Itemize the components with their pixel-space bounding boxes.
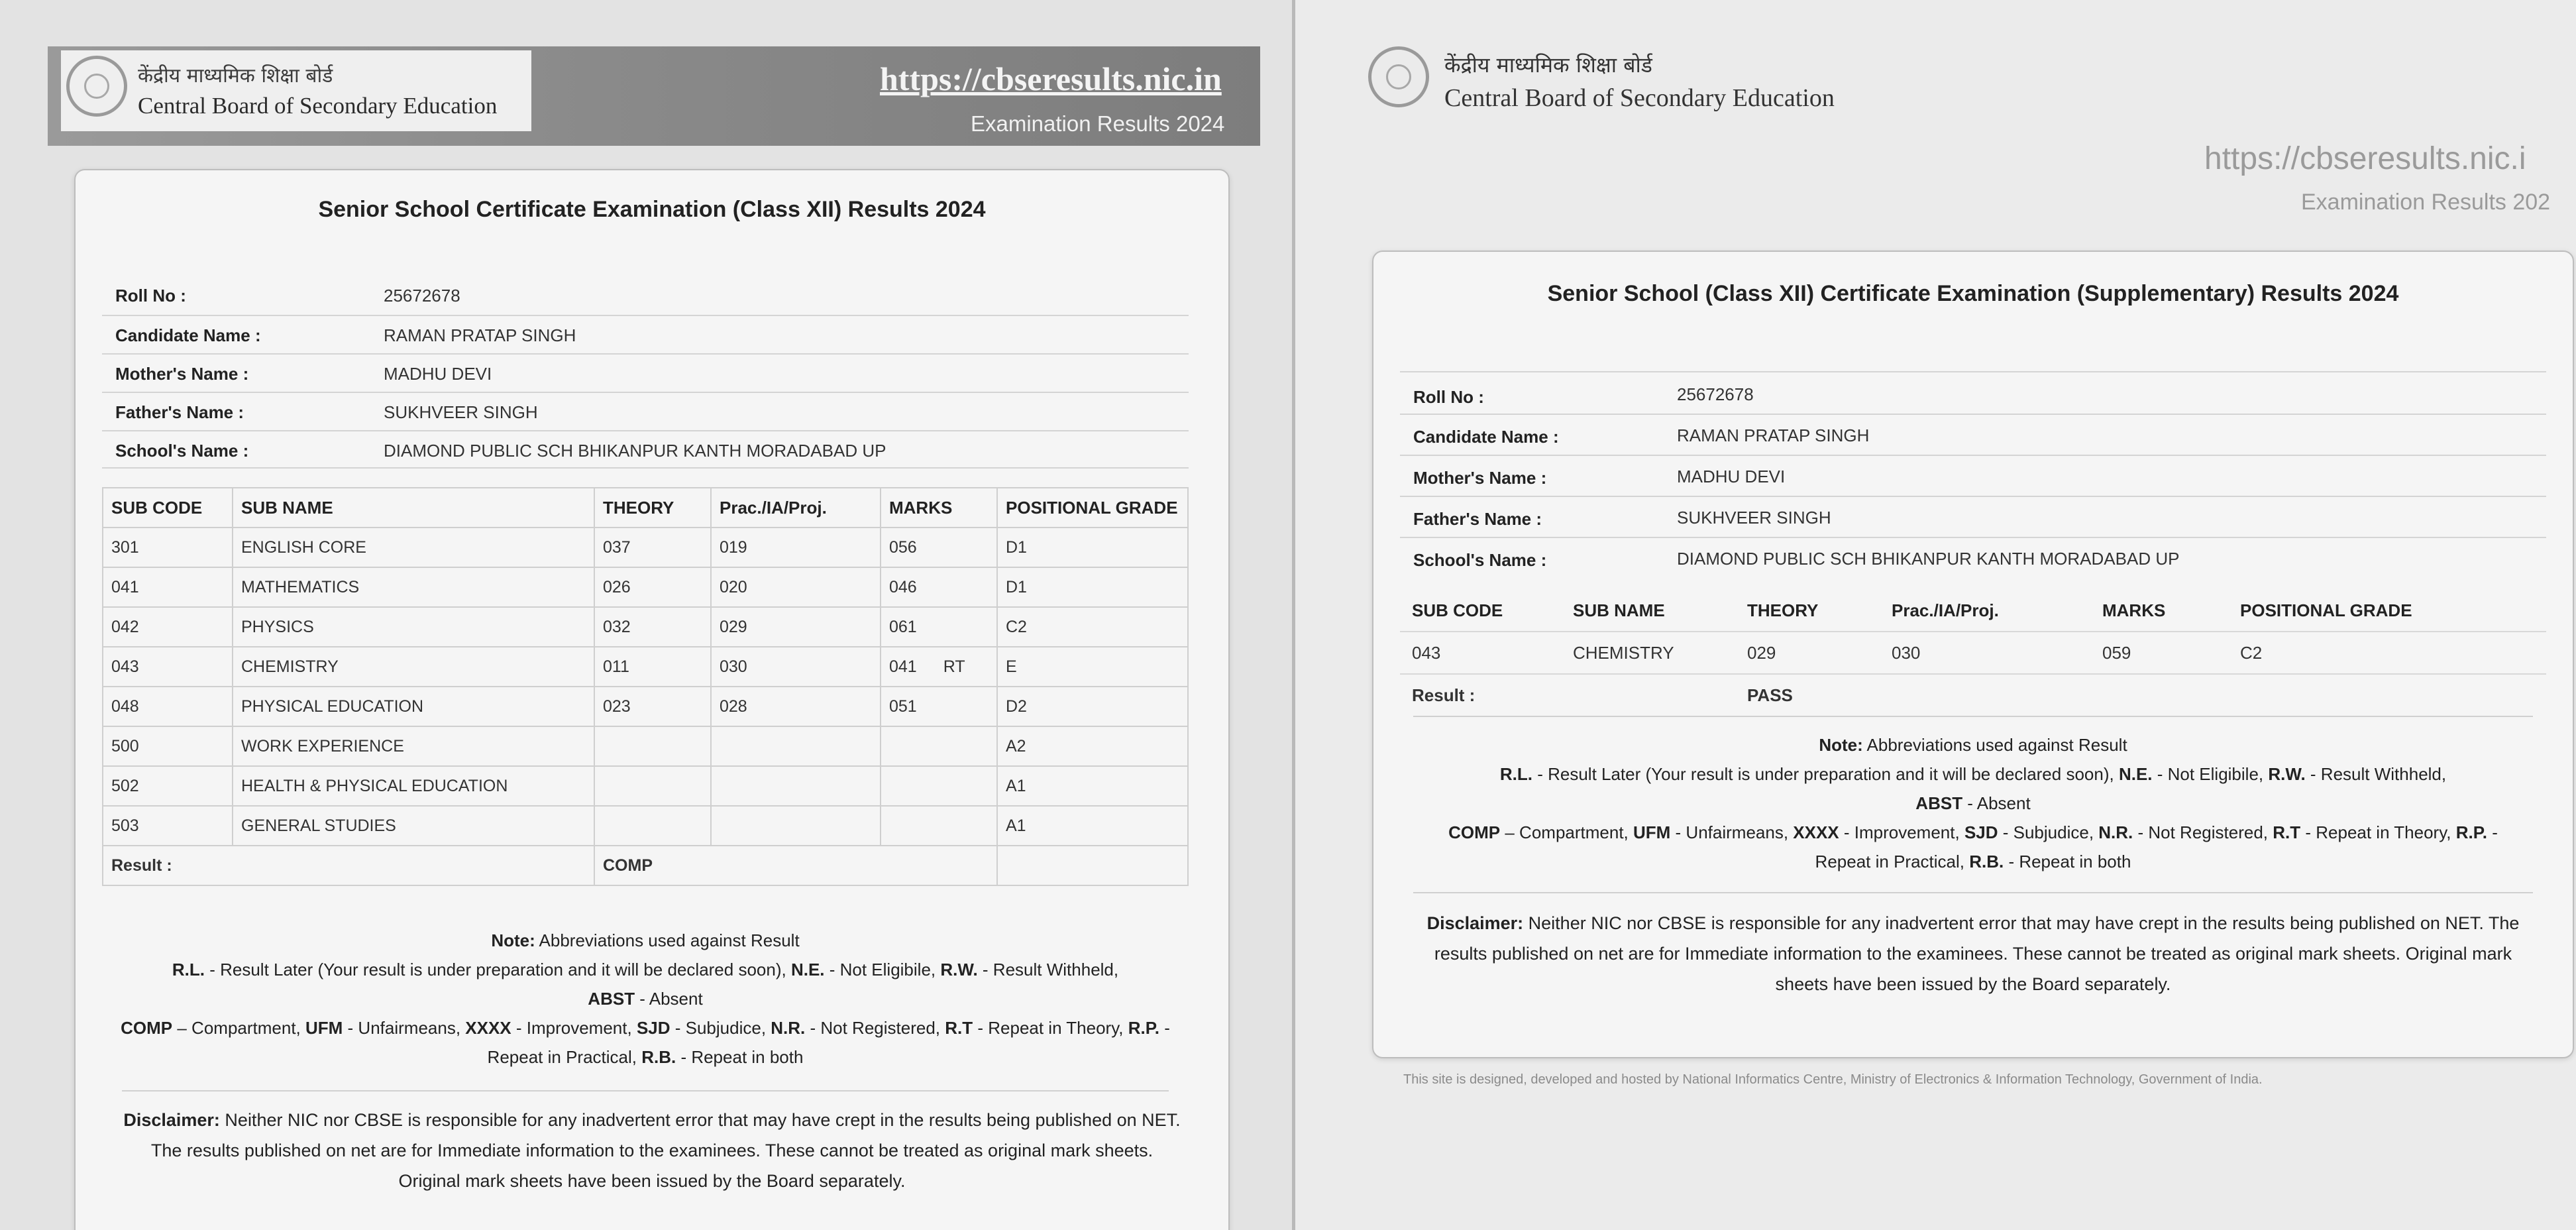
candidate-label: Candidate Name : [115, 325, 261, 345]
abbr-rw-text: - Result Withheld, [2305, 764, 2447, 784]
disclaimer [1413, 908, 2533, 999]
abbr-rt-text: - Repeat in Theory, [973, 1018, 1128, 1038]
sub-code-cell: 043 [1400, 632, 1561, 674]
results-url-link[interactable]: https://cbseresults.nic.in [880, 60, 1222, 97]
school-value: DIAMOND PUBLIC SCH BHIKANPUR KANTH MORADABAD UP [1677, 549, 2180, 569]
grade-cell: A1 [997, 766, 1188, 806]
marks-table [1400, 590, 2546, 716]
abbr-rp: R.P. [2455, 822, 2487, 842]
father-label: Father's Name : [1413, 509, 1542, 529]
abbr-comp: COMP [1448, 822, 1501, 842]
table-row [103, 806, 1188, 846]
mother-row [102, 353, 1189, 392]
marks-cell [881, 607, 997, 647]
abbr-rp-text: - Repeat in Practical, [487, 1018, 1170, 1067]
prac-cell [711, 766, 881, 806]
prac-cell: 019 [711, 528, 881, 567]
grade-cell: D1 [997, 567, 1188, 607]
roll-value: 25672678 [384, 286, 460, 306]
mother-value: MADHU DEVI [1677, 467, 1786, 486]
note-heading: Note: [1819, 735, 1863, 755]
grade-cell: D1 [997, 528, 1188, 567]
table-row [103, 766, 1188, 806]
marks-table [102, 487, 1189, 886]
abbr-rw-text: - Result Withheld, [977, 960, 1119, 979]
result-value: COMP [594, 846, 997, 885]
note-heading: Note: [491, 930, 535, 950]
table-row [103, 528, 1188, 567]
board-name-english: Central Board of Secondary Education [1444, 84, 1835, 112]
marks-value: 061 [889, 617, 917, 636]
abbr-rl: R.L. [172, 960, 205, 979]
divider [122, 1090, 1169, 1091]
grade-cell: A2 [997, 726, 1188, 766]
sub-name-cell: ENGLISH CORE [233, 528, 594, 567]
prac-cell: 020 [711, 567, 881, 607]
roll-row [1400, 371, 2546, 412]
abbreviation-note [102, 926, 1189, 1072]
marks-cell [881, 647, 997, 687]
abbr-rb: R.B. [1969, 852, 2004, 871]
marks-value: 041 [889, 657, 917, 676]
abbr-xxxx: XXXX [1793, 822, 1839, 842]
father-row [1400, 496, 2546, 537]
theory-cell: 023 [594, 687, 711, 726]
sub-code-cell: 041 [103, 567, 233, 607]
prac-cell [711, 806, 881, 846]
candidate-value: RAMAN PRATAP SINGH [384, 325, 576, 345]
right-result-sheet [1295, 0, 2576, 1230]
site-footer: This site is designed, developed and hosted by National Informatics Centre, Ministry of Electronics & Information Technology, Government of India. [1403, 1072, 2263, 1087]
roll-row [102, 276, 1189, 315]
note-heading-text: Abbreviations used against Result [535, 930, 800, 950]
grade-cell: D2 [997, 687, 1188, 726]
results-url-link[interactable]: https://cbseresults.nic.i [2204, 141, 2526, 176]
abbr-rp: R.P. [1128, 1018, 1159, 1038]
marks-cell [881, 726, 997, 766]
cbse-emblem-icon [66, 56, 127, 117]
abbreviation-note [1420, 730, 2526, 876]
table-row [103, 687, 1188, 726]
sub-name-cell: WORK EXPERIENCE [233, 726, 594, 766]
abbr-ne: N.E. [790, 960, 825, 979]
theory-cell: 026 [594, 567, 711, 607]
table-row [1400, 632, 2546, 674]
marks-value: 056 [889, 537, 917, 557]
panel-title: Senior School (Class XII) Certificate Examination (Supplementary) Results 2024 [1547, 281, 2399, 306]
prac-cell [711, 726, 881, 766]
note-heading-line [102, 926, 1189, 955]
sub-name-cell: GENERAL STUDIES [233, 806, 594, 846]
sub-code-cell: 502 [103, 766, 233, 806]
result-label: Result : [1412, 685, 1476, 705]
marks-cell [881, 806, 997, 846]
exam-results-label: Examination Results 2024 [971, 111, 1225, 136]
note-line-3 [1420, 818, 2526, 876]
sub-name-cell: MATHEMATICS [233, 567, 594, 607]
marks-flag: RT [943, 657, 965, 676]
abbr-nr: N.R. [771, 1018, 806, 1038]
mother-label: Mother's Name : [115, 364, 249, 384]
disclaimer-label: Disclaimer: [123, 1110, 220, 1130]
father-value: SUKHVEER SINGH [1677, 508, 1831, 528]
marks-table-header [1400, 590, 2546, 632]
school-label: School's Name : [1413, 550, 1547, 570]
abbr-rt: R.T [945, 1018, 973, 1038]
abbr-ne-text: - Not Eligibile, [2152, 764, 2269, 784]
prac-cell: 029 [711, 607, 881, 647]
sub-name-cell: CHEMISTRY [233, 647, 594, 687]
roll-label: Roll No : [115, 286, 186, 306]
table-row [103, 726, 1188, 766]
abbr-nr-text: - Not Registered, [2133, 822, 2273, 842]
abbr-ne-text: - Not Eligibile, [824, 960, 941, 979]
father-label: Father's Name : [115, 402, 244, 422]
theory-cell: 029 [1735, 632, 1880, 674]
note-line-2 [102, 984, 1189, 1013]
candidate-value: RAMAN PRATAP SINGH [1677, 425, 1870, 445]
theory-cell: 011 [594, 647, 711, 687]
abbr-ufm-text: - Unfairmeans, [343, 1018, 466, 1038]
school-value: DIAMOND PUBLIC SCH BHIKANPUR KANTH MORADABAD UP [384, 441, 886, 461]
abbr-rt-text: - Repeat in Theory, [2300, 822, 2456, 842]
disclaimer-text: Neither NIC nor CBSE is responsible for any inadvertent error that may have crept in the results being published on NET. The results published on net are for Immediate information to the examinees. These cannot be treated as original mark sheets. Original mark sheets have been issued by the Board separately. [1434, 913, 2520, 994]
marks-cell [881, 766, 997, 806]
candidate-label: Candidate Name : [1413, 427, 1559, 447]
abbr-rl: R.L. [1499, 764, 1532, 784]
sub-code-cell: 301 [103, 528, 233, 567]
result-panel [1372, 251, 2574, 1058]
sub-name-cell: PHYSICAL EDUCATION [233, 687, 594, 726]
marks-cell: 059 [2090, 632, 2228, 674]
disclaimer-label: Disclaimer: [1426, 913, 1524, 933]
sub-code-cell: 500 [103, 726, 233, 766]
candidate-row [102, 315, 1189, 353]
sub-name-cell: PHYSICS [233, 607, 594, 647]
theory-cell [594, 726, 711, 766]
abbr-nr-text: - Not Registered, [805, 1018, 945, 1038]
mother-label: Mother's Name : [1413, 468, 1547, 488]
abbr-xxxx-text: - Improvement, [1839, 822, 1964, 842]
col-marks: MARKS [881, 488, 997, 528]
prac-cell: 030 [711, 647, 881, 687]
abbr-comp: COMP [121, 1018, 173, 1038]
father-row [102, 392, 1189, 430]
sub-code-cell: 503 [103, 806, 233, 846]
abbr-rp-text: - Repeat in Practical, [1815, 822, 2498, 871]
abbr-sjd: SJD [1964, 822, 1998, 842]
col-theory: THEORY [1735, 590, 1880, 632]
mother-value: MADHU DEVI [384, 364, 492, 384]
note-line-3 [102, 1013, 1189, 1072]
abbr-comp-text: – Compartment, [172, 1018, 305, 1038]
marks-table-header [103, 488, 1188, 528]
marks-cell [881, 528, 997, 567]
result-row [103, 846, 1188, 885]
col-sub-name: SUB NAME [233, 488, 594, 528]
abbr-abst: ABST [588, 989, 635, 1009]
sub-code-cell: 042 [103, 607, 233, 647]
abbr-ufm-text: - Unfairmeans, [1670, 822, 1794, 842]
abbr-rb-text: - Repeat in both [2004, 852, 2131, 871]
school-label: School's Name : [115, 441, 249, 461]
sub-name-cell: HEALTH & PHYSICAL EDUCATION [233, 766, 594, 806]
prac-cell: 028 [711, 687, 881, 726]
result-row [1400, 674, 2546, 716]
school-row [102, 430, 1189, 469]
note-line-1 [1420, 759, 2526, 789]
panel-title: Senior School Certificate Examination (Class XII) Results 2024 [318, 197, 986, 222]
marks-value: 046 [889, 577, 917, 596]
abbr-rw: R.W. [2268, 764, 2306, 784]
grade-cell: A1 [997, 806, 1188, 846]
abbr-rb: R.B. [641, 1047, 676, 1067]
abbr-ufm: UFM [305, 1018, 343, 1038]
grade-cell: C2 [2228, 632, 2546, 674]
col-prac: Prac./IA/Proj. [1880, 590, 2090, 632]
mother-row [1400, 455, 2546, 496]
divider [1413, 892, 2533, 893]
prac-cell: 030 [1880, 632, 2090, 674]
col-theory: THEORY [594, 488, 711, 528]
abbr-xxxx-text: - Improvement, [511, 1018, 637, 1038]
roll-label: Roll No : [1413, 387, 1484, 407]
table-row [103, 607, 1188, 647]
abbr-comp-text: – Compartment, [1500, 822, 1633, 842]
disclaimer-text: Neither NIC nor CBSE is responsible for any inadvertent error that may have crept in the results being published on NET. The results published on net are for Immediate information to the examinees. These cannot be treated as original mark sheets. Original mark sheets have been issued by the Board separately. [150, 1110, 1181, 1191]
theory-cell: 037 [594, 528, 711, 567]
exam-results-label: Examination Results 202 [2301, 190, 2551, 215]
col-grade: POSITIONAL GRADE [2228, 590, 2546, 632]
abbr-rw: R.W. [940, 960, 978, 979]
abbr-sjd: SJD [636, 1018, 671, 1038]
table-row [103, 647, 1188, 687]
abbr-ne: N.E. [2118, 764, 2153, 784]
col-sub-name: SUB NAME [1561, 590, 1735, 632]
abbr-rl-text: - Result Later (Your result is under preparation and it will be declared soon), [204, 960, 791, 979]
abbr-sjd-text: - Subjudice, [1998, 822, 2099, 842]
abbr-abst: ABST [1915, 793, 1963, 813]
table-row [103, 567, 1188, 607]
col-marks: MARKS [2090, 590, 2228, 632]
grade-cell: E [997, 647, 1188, 687]
board-name-hindi: केंद्रीय माध्यमिक शिक्षा बोर्ड [1444, 52, 1652, 78]
result-value: PASS [1747, 685, 1793, 705]
result-panel [74, 169, 1230, 1230]
abbr-rl-text: - Result Later (Your result is under preparation and it will be declared soon), [1532, 764, 2119, 784]
school-row [1400, 537, 2546, 578]
sub-code-cell: 048 [103, 687, 233, 726]
sub-code-cell: 043 [103, 647, 233, 687]
result-blank [997, 846, 1188, 885]
abbr-sjd-text: - Subjudice, [670, 1018, 771, 1038]
theory-cell [594, 806, 711, 846]
board-name-hindi: केंद्रीय माध्यमिक शिक्षा बोर्ड [138, 64, 333, 87]
theory-cell: 032 [594, 607, 711, 647]
candidate-row [1400, 414, 2546, 455]
abbr-abst-text: - Absent [635, 989, 703, 1009]
result-label: Result : [103, 846, 594, 885]
col-grade: POSITIONAL GRADE [997, 488, 1188, 528]
abbr-ufm: UFM [1633, 822, 1671, 842]
col-sub-code: SUB CODE [103, 488, 233, 528]
theory-cell [594, 766, 711, 806]
board-name-english: Central Board of Secondary Education [138, 93, 498, 119]
note-heading-line [1420, 730, 2526, 759]
abbr-xxxx: XXXX [465, 1018, 511, 1038]
grade-cell: C2 [997, 607, 1188, 647]
note-line-1 [102, 955, 1189, 984]
divider [1413, 716, 2533, 717]
abbr-rt: R.T [2273, 822, 2301, 842]
roll-value: 25672678 [1677, 384, 1754, 404]
col-prac: Prac./IA/Proj. [711, 488, 881, 528]
cbse-emblem-icon [1368, 46, 1429, 107]
abbr-abst-text: - Absent [1962, 793, 2031, 813]
marks-cell [881, 687, 997, 726]
abbr-nr: N.R. [2098, 822, 2133, 842]
note-heading-text: Abbreviations used against Result [1862, 735, 2127, 755]
note-line-2 [1420, 789, 2526, 818]
father-value: SUKHVEER SINGH [384, 402, 538, 422]
marks-cell [881, 567, 997, 607]
marks-value: 051 [889, 697, 917, 716]
disclaimer [122, 1105, 1182, 1196]
sub-name-cell: CHEMISTRY [1561, 632, 1735, 674]
col-sub-code: SUB CODE [1400, 590, 1561, 632]
abbr-rb-text: - Repeat in both [676, 1047, 804, 1067]
